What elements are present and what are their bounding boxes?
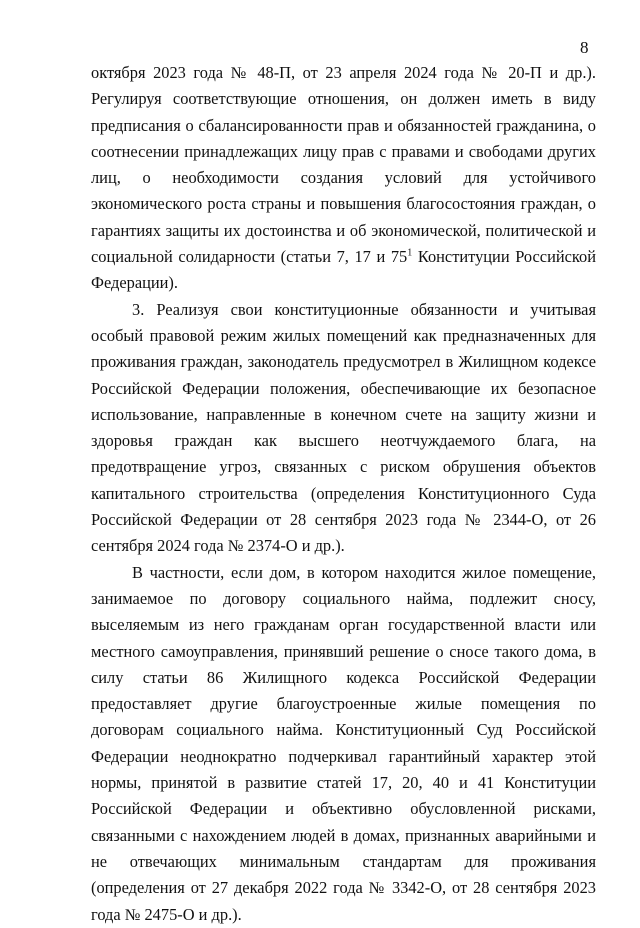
page-number: 8: [580, 38, 589, 57]
paragraph-1-text: октября 2023 года № 48-П, от 23 апреля 2024 года № 20-П и др.). Регулируя соответствующие отношения, он должен иметь в виду предписания о сбалансированности прав и обязанностей гражданина, о соотнесении принадлежащих лицу прав с правами и свободами других лиц, о необходимости создания условий для устойчивого экономического роста страны и повышения благосостояния граждан, о гарантиях защиты их достоинства и об экономической, политической и социальной солидарности (статьи 7, 17 и 75: [91, 63, 596, 267]
paragraph-1: [91, 60, 596, 297]
document-body: [91, 60, 596, 928]
paragraph-1-text-end: Конституции Российской Федерации).: [91, 247, 596, 293]
paragraph-3: В частности, если дом, в котором находится жилое помещение, занимаемое по договору социального найма, подлежит сносу, выселяемым из него гражданам орган государственной власти или местного самоуправления, принявший решение о сносе такого дома, в силу статьи 86 Жилищного кодекса Российской Федерации предоставляет другие благоустроенные жилые помещения по договорам социального найма. Конституционный Суд Российской Федерации неоднократно подчеркивал гарантийный характер этой нормы, принятой в развитие статей 17, 20, 40 и 41 Конституции Российской Федерации и объективно обусловленной рисками, связанными с нахождением людей в домах, признанных аварийными и не отвечающих минимальным стандартам для проживания (определения от 27 декабря 2022 года № 3342-О, от 28 сентября 2023 года № 2475-О и др.).: [91, 562, 596, 924]
footnote-superscript: 1: [407, 247, 413, 259]
paragraph-2: 3. Реализуя свои конституционные обязанности и учитывая особый правовой режим жилых помещений как предназначенных для проживания граждан, законодатель предусмотрел в Жилищном кодексе Российской Федерации положения, обеспечивающие их безопасное использование, направленные в конечном счете на защиту жизни и здоровья граждан как высшего неотчуждаемого блага, на предотвращение угроз, связанных с риском обрушения объектов капитального строительства (определения Конституционного Суда Российской Федерации от 28 сентября 2023 года № 2344-О, от 26 сентября 2024 года № 2374-О и др.).: [91, 299, 596, 556]
